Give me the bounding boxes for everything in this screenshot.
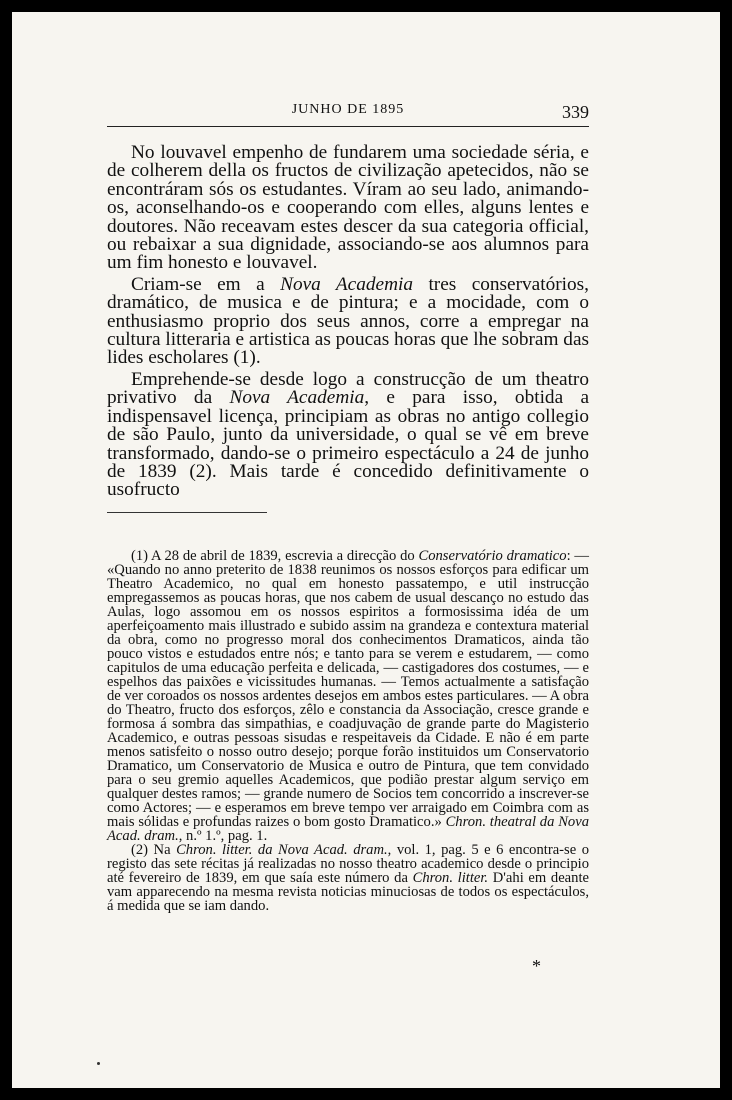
footnote-1: (1) A 28 de abril de 1839, escrevia a direcção do Conservatório dramatico: — «Quando no anno preterito de 1838 reunimos os nossos esforços para edificar um Theatro Academico, no qual em honesto passatempo, e util instrucção empregassemos as poucas horas, que nos cabem de usual descanço no estudo das Aulas, logo assomou em os nossos espiritos a formosissima idéa de um aperfeiçoamento mais illustrado e subido assim na grandeza e contextura material da obra, como no progresso moral dos conhecimentos Dramaticos, ainda tão pouco vistos e estudados entre nós; e tanto para se verem e estudarem, — como capitulos de uma educação perfeita e delicada, — castigadores dos costumes, — e espelhos das paixões e vicissitudes humanas. — Temos actualmente a satisfação de ver coroados os nossos ardentes desejos em ambos estes particulares. — A obra do Theatro, fructo dos esforços, zêlo e constancia da Associação, cresce grande e formosa á sombra das simpathias, e coadjuvação de grande parte do Magisterio Academico, e outras pessoas sisudas e respeitaveis da Cidade. E não é em parte menos satisfeito o nosso outro desejo; porque forão instituidos um Conservatorio Dramatico, um Conservatorio de Musica e outro de Pintura, que tem convidado para o seu gremio aquelles Academicos, que podião prestar algum serviço em qualquer destes ramos; — grande numero de Socios tem concorrido a inscrever-se como Actores; — e esperamos em breve tempo ver arraigado em Coimbra com as mais sólidas e profundas raizes o bom gosto Dramatico.» Chron. theatral da Nova Acad. dram., n.º 1.º, pag. 1. [107,548,590,844]
paragraph-2: Criam-se em a Nova Academia tres conservatórios, dramático, de musica e de pintura; e a mocidade, com o enthusiasmo proprio dos seus annos, corre a empregar na cultura litteraria e artistica as poucas horas que lhe sobram das lides escholares (1). [107,273,589,369]
page-number: 339 [562,102,589,122]
running-header [107,102,589,126]
main-text [107,144,589,500]
header-rule [107,126,589,127]
book-page [12,12,720,1088]
running-title: JUNHO DE 1895 [291,102,405,117]
ink-speck [97,1062,100,1065]
signature-mark: * [532,956,541,976]
footnotes [107,549,589,913]
footnote-rule [107,512,267,513]
paragraph-3: Emprehende-se desde logo a construcção de um theatro privativo da Nova Academia, e para isso, obtida a indispensavel licença, principiam as obras no antigo collegio de são Paulo, junto da universidade, o qual se vê em breve transformado, dando-se o primeiro espectáculo a 24 de junho de 1839 (2). Mais tarde é concedido definitivamente o usofructo [107,368,590,501]
footnote-2: (2) Na Chron. litter. da Nova Acad. dram., vol. 1, pag. 5 e 6 encontra-se o registo das sete récitas já realizadas no nosso theatro academico desde o principio até fevereiro de 1839, em que saía este número da Chron. litter. D'ahi em deante vam apparecendo na mesma revista noticias minuciosas de todos os espectáculos, á medida que se iam dando. [107,842,589,914]
paragraph-1: No louvavel empenho de fundarem uma sociedade séria, e de colherem della os fructos de civilização apetecidos, não se encontráram sós os estudantes. Víram ao seu lado, animando-os, aconselhando-os e cooperando com elles, alguns lentes e doutores. Não receavam estes descer da sua categoria official, ou rebaixar a sua dignidade, associando-se aos alumnos para um fim honesto e louvavel. [107,142,589,274]
